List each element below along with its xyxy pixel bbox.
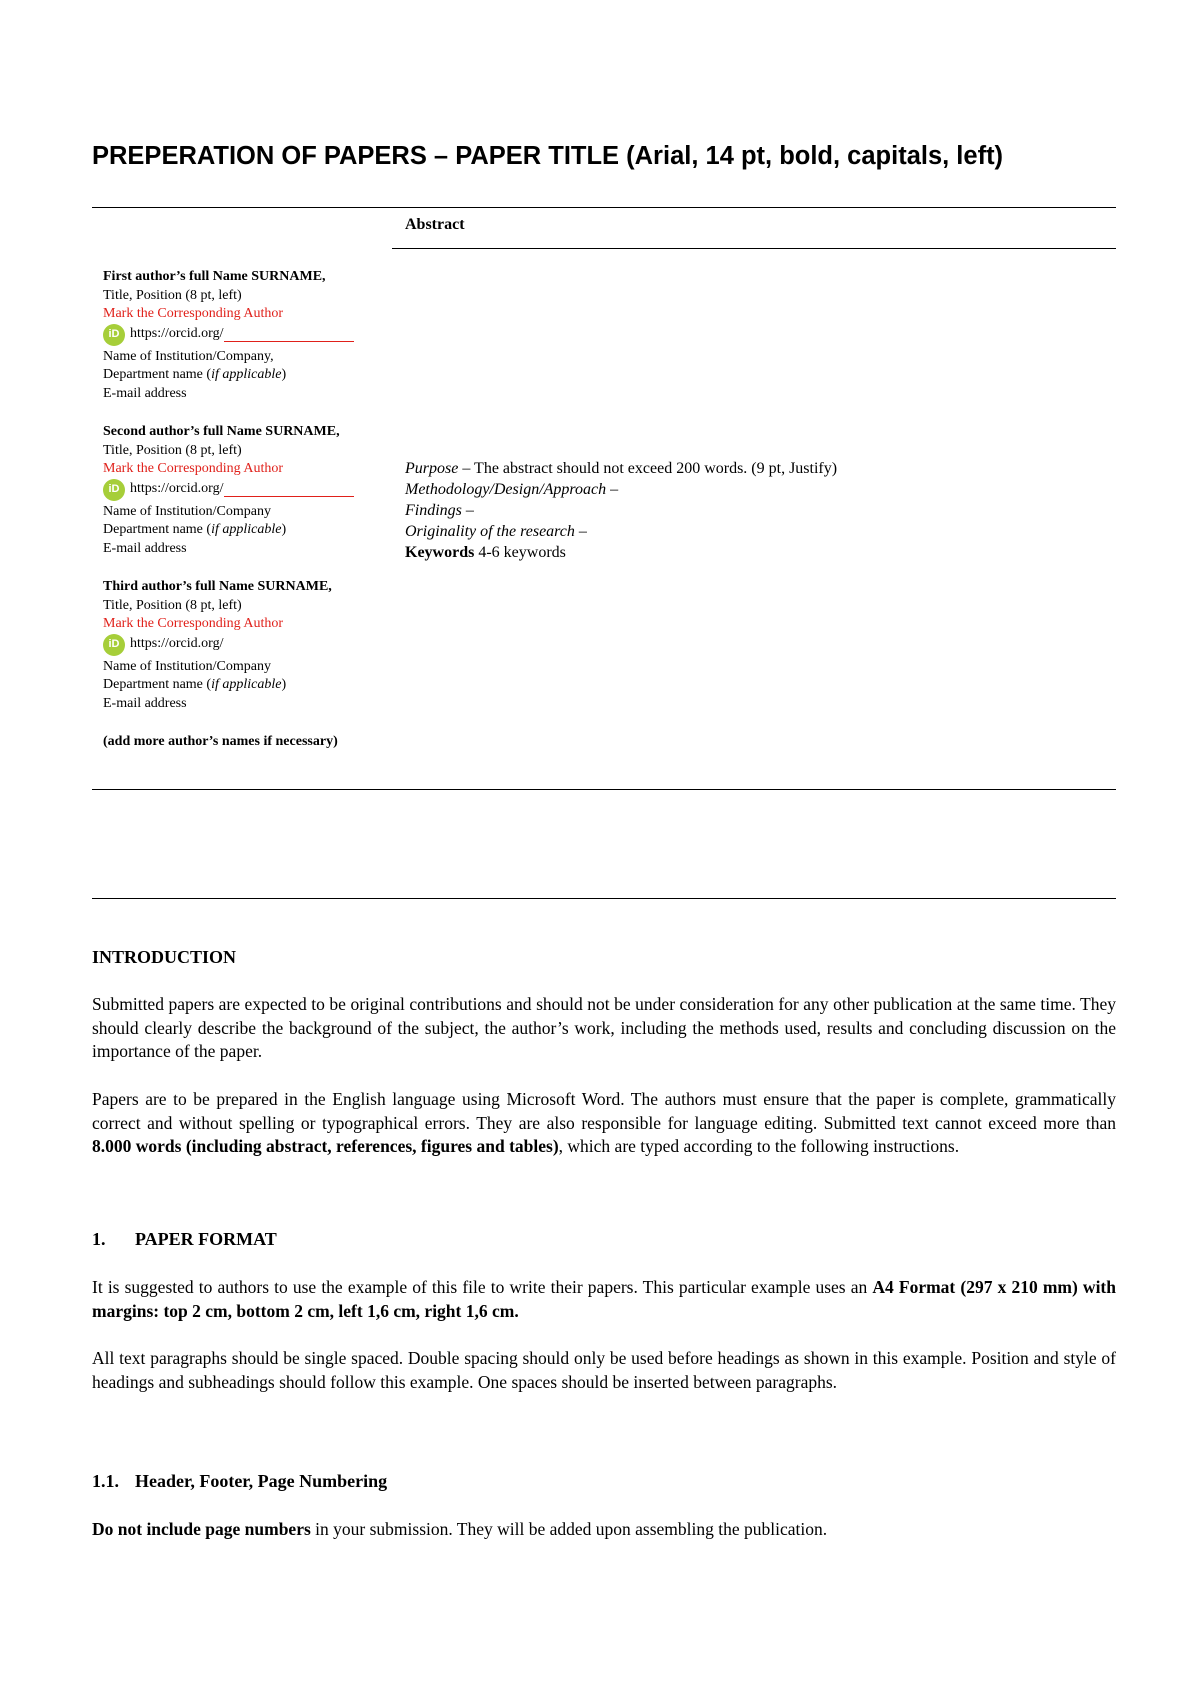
author-email: E-mail address [103,695,187,711]
department-suffix: ) [281,677,287,692]
divider-before-body [92,898,1116,899]
paragraph-text: It is suggested to authors to use the example of this file to write their papers. This particular example uses an [92,1277,873,1297]
section-1-1-heading [92,1471,387,1492]
author-name: First author’s full Name SURNAME, [103,269,326,284]
orcid-blank-line [224,327,354,342]
paper-title: PREPERATION OF PAPERS – PAPER TITLE (Arial, 14 pt, bold, capitals, left) [92,142,1004,170]
author-name: Second author’s full Name SURNAME, [103,424,340,439]
paragraph-bold: 8.000 words (including abstract, references, figures and tables) [92,1136,559,1156]
section-number: 1. [92,1229,106,1249]
department-text: Department name ( [103,367,212,382]
authors-column [103,268,403,752]
corresponding-author-note: Mark the Corresponding Author [103,306,284,321]
department-suffix: ) [281,522,287,537]
orcid-blank-line [224,482,354,497]
author-email: E-mail address [103,385,187,401]
author-block [103,578,403,713]
keywords-text: 4-6 keywords [474,544,566,561]
orcid-line [103,322,403,348]
author-title: Title, Position (8 pt, left) [103,442,242,458]
abstract-body [405,458,1005,563]
orcid-icon: iD [103,324,125,346]
abstract-keywords [405,542,1005,563]
abstract-findings: Findings – [405,502,474,519]
orcid-link[interactable]: https://orcid.org/ [130,636,224,652]
paragraph-text: Papers are to be prepared in the English language using Microsoft Word. The authors must ensure that the paper is complete, grammatically correct and without spelling or typographical errors. They are also responsible for language editing. Submitted text cannot exceed more than [92,1089,1116,1133]
divider-abstract [392,248,1116,249]
author-department [103,366,403,385]
orcid-link[interactable]: https://orcid.org/ [130,326,224,342]
department-text: Department name ( [103,677,212,692]
author-institution: Name of Institution/Company [103,658,271,674]
author-institution: Name of Institution/Company, [103,348,274,364]
section-1-paragraph-2: All text paragraphs should be single spaced. Double spacing should only be used before headings as shown in this example. Position and style of headings and subheadings should follow this example. One spaces should be inserted between paragraphs. [92,1348,1116,1392]
orcid-icon: iD [103,634,125,656]
orcid-icon: iD [103,479,125,501]
abstract-methodology: Methodology/Design/Approach – [405,481,619,498]
author-name: Third author’s full Name SURNAME, [103,579,332,594]
abstract-originality: Originality of the research – [405,523,587,540]
department-italic: if applicable [211,677,282,692]
author-department [103,676,403,695]
department-suffix: ) [281,367,287,382]
author-title: Title, Position (8 pt, left) [103,287,242,303]
divider-after-authors [92,789,1116,790]
paragraph-bold: A4 Format (297 x 210 mm) with margins: top 2 cm, bottom 2 cm, left 1,6 cm, right 1,6 cm. [92,1277,1116,1321]
author-email: E-mail address [103,540,187,556]
author-block [103,268,403,403]
paragraph-text: , which are typed according to the following instructions. [558,1136,960,1156]
add-more-authors-note: (add more author’s names if necessary) [103,734,338,749]
corresponding-author-note: Mark the Corresponding Author [103,616,284,631]
introduction-paragraph-2 [92,1088,1116,1159]
section-1-paragraph-1 [92,1276,1116,1323]
section-title: Header, Footer, Page Numbering [135,1471,388,1491]
paragraph-text: in your submission. They will be added upon assembling the publication. [310,1519,828,1539]
author-block [103,423,403,558]
keywords-label: Keywords [405,544,475,561]
paragraph-bold: Do not include page numbers [92,1519,311,1539]
orcid-line [103,632,403,658]
orcid-link[interactable]: https://orcid.org/ [130,481,224,497]
abstract-label: Abstract [405,216,465,233]
abstract-purpose [405,458,1005,479]
author-department [103,521,403,540]
section-title: PAPER FORMAT [135,1229,277,1249]
department-italic: if applicable [211,367,282,382]
author-title: Title, Position (8 pt, left) [103,597,242,613]
introduction-paragraph-1: Submitted papers are expected to be original contributions and should not be under consideration for any other publication at the same time. They should clearly describe the background of the subject, the author’s work, including the methods used, results and concluding discussion on the importance of the paper. [92,994,1116,1061]
purpose-text: – The abstract should not exceed 200 words. (9 pt, Justify) [458,460,838,477]
section-1-heading [92,1229,277,1250]
corresponding-author-note: Mark the Corresponding Author [103,461,284,476]
purpose-label: Purpose [405,460,459,477]
department-italic: if applicable [211,522,282,537]
department-text: Department name ( [103,522,212,537]
divider-top [92,207,1116,208]
section-number: 1.1. [92,1471,119,1491]
orcid-line [103,477,403,503]
introduction-heading: INTRODUCTION [92,947,237,967]
author-institution: Name of Institution/Company [103,503,271,519]
section-1-1-paragraph [92,1518,1116,1542]
